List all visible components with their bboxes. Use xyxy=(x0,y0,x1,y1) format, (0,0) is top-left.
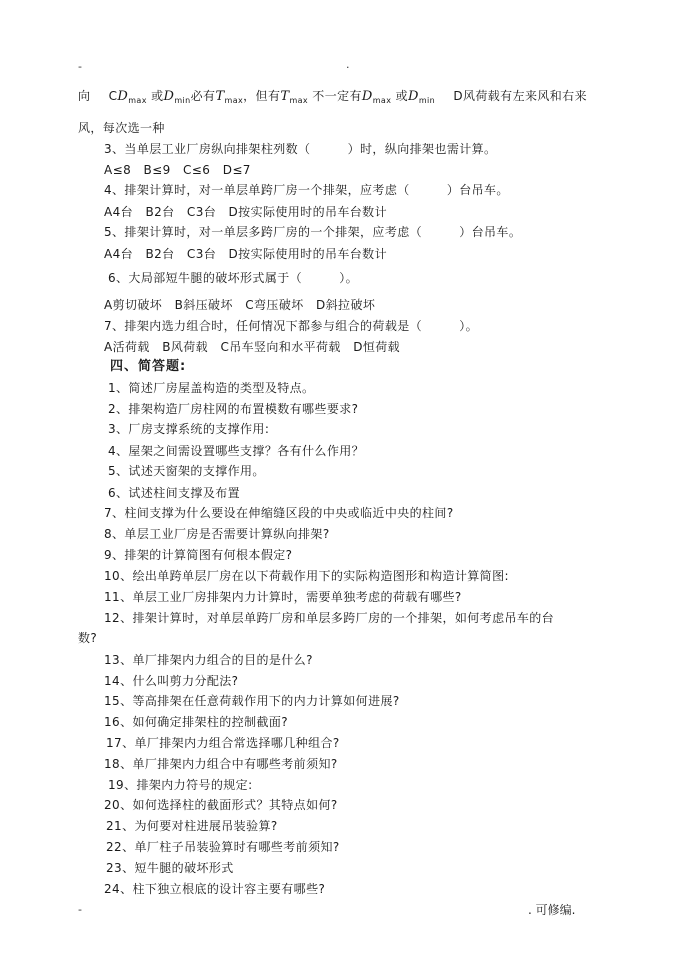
intro-text: 不一定有 xyxy=(312,89,362,103)
answer-options: A4台 B2台 C3台 D按实际使用时的吊车台数计 xyxy=(104,247,387,261)
list-item: 18、单厂排架内力组合中有哪些考前须知? xyxy=(104,757,338,771)
list-item: 9、排架的计算简图有何根本假定? xyxy=(104,548,293,562)
math-sub-min: min xyxy=(418,96,436,105)
question-line: 7、排架内选力组合时，任何情况下都参与组合的荷载是（ ）。 xyxy=(104,319,479,333)
list-item: 10、绘出单跨单层厂房在以下荷载作用下的实际构造图形和构造计算简图: xyxy=(104,569,509,583)
list-item: 14、什么叫剪力分配法? xyxy=(104,674,239,688)
list-item: 7、柱间支撑为什么要设在伸缩缝区段的中央或临近中央的柱间? xyxy=(104,506,454,520)
list-item: 12、排架计算时，对单层单跨厂房和单层多跨厂房的一个排架，如何考虑吊车的台 xyxy=(104,611,555,625)
answer-options: A4台 B2台 C3台 D按实际使用时的吊车台数计 xyxy=(104,205,387,219)
list-item: 1、简述厂房屋盖构造的类型及特点。 xyxy=(108,381,315,395)
intro-line-1 xyxy=(78,88,587,109)
list-item: 23、短牛腿的破坏形式 xyxy=(106,861,234,875)
footer-left-mark: - xyxy=(78,903,82,916)
math-t: T xyxy=(280,89,290,104)
list-item: 21、为何要对柱进展吊装验算? xyxy=(106,819,278,833)
answer-options: A活荷载 B风荷载 C吊车竖向和水平荷载 D恒荷载 xyxy=(104,340,401,354)
header-left-mark: - xyxy=(78,60,82,73)
list-item: 3、厂房支撑系统的支撑作用: xyxy=(108,422,270,436)
answer-options: A剪切破坏 B斜压破坏 C弯压破坏 D斜拉破坏 xyxy=(104,298,376,312)
list-item: 6、试述柱间支撑及布置 xyxy=(108,486,241,500)
list-item: 15、等高排架在任意荷载作用下的内力计算如何进展? xyxy=(104,694,400,708)
list-item: 20、如何选择柱的截面形式？其特点如何? xyxy=(104,798,338,812)
math-sub-max: max xyxy=(372,96,392,105)
footer-note: . 可修编. xyxy=(528,903,576,917)
answer-options: A≤8 B≤9 C≤6 D≤7 xyxy=(104,163,251,177)
question-line: 6、大局部短牛腿的破坏形式属于（ ）。 xyxy=(108,271,359,285)
list-item: 8、单层工业厂房是否需要计算纵向排架? xyxy=(104,527,330,541)
section-title: 四、简答题: xyxy=(110,359,187,374)
list-item: 17、单厂排架内力组合常选择哪几种组合? xyxy=(106,736,340,750)
list-item: 24、柱下独立根底的设计容主要有哪些? xyxy=(104,882,326,896)
list-item: 22、单厂柱子吊装验算时有哪些考前须知? xyxy=(106,840,340,854)
math-d: D xyxy=(361,89,373,104)
question-line: 3、当单层工业厂房纵向排架柱列数（ ）时，纵向排架也需计算。 xyxy=(104,142,497,156)
list-item: 2、排架构造厂房柱网的布置模数有哪些要求? xyxy=(108,402,359,416)
question-line: 5、排架计算时，对一单层多跨厂房的一个排架，应考虑（ ）台吊车。 xyxy=(104,225,522,239)
list-item: 5、试述天窗架的支撑作用。 xyxy=(108,464,265,478)
list-item: 19、排架内力符号的规定: xyxy=(108,778,253,792)
list-item: 13、单厂排架内力组合的目的是什么? xyxy=(104,653,313,667)
math-sub-max: max xyxy=(289,96,309,105)
question-line: 4、排架计算时，对一单层单跨厂房一个排架，应考虑（ ）台吊车。 xyxy=(104,183,509,197)
intro-text: 向 xyxy=(78,89,91,103)
math-sub-min: min xyxy=(174,96,191,105)
list-item: 数? xyxy=(78,631,98,645)
math-sub-max: max xyxy=(224,96,244,105)
intro-text: 必有 xyxy=(190,89,216,103)
list-item: 11、单层工业厂房排架内力计算时，需要单独考虑的荷载有哪些? xyxy=(104,590,462,604)
math-d: D xyxy=(408,89,419,104)
math-d: D xyxy=(117,89,129,104)
list-item: 4、屋架之间需设置哪些支撑？各有什么作用？ xyxy=(108,444,365,458)
option-d-text: D风荷载有左来风和右来 xyxy=(453,89,587,103)
math-sub-max: max xyxy=(128,96,147,105)
list-item: 16、如何确定排架柱的控制截面? xyxy=(104,715,289,729)
option-c-label: C xyxy=(108,89,118,103)
header-center-mark: . xyxy=(346,58,350,71)
intro-text: 或 xyxy=(151,89,164,103)
intro-text: 或 xyxy=(395,89,408,103)
intro-line-2: 风，每次选一种 xyxy=(78,121,165,135)
math-d: D xyxy=(163,89,175,104)
math-t: T xyxy=(215,89,225,104)
intro-text: ，但有 xyxy=(243,89,281,103)
